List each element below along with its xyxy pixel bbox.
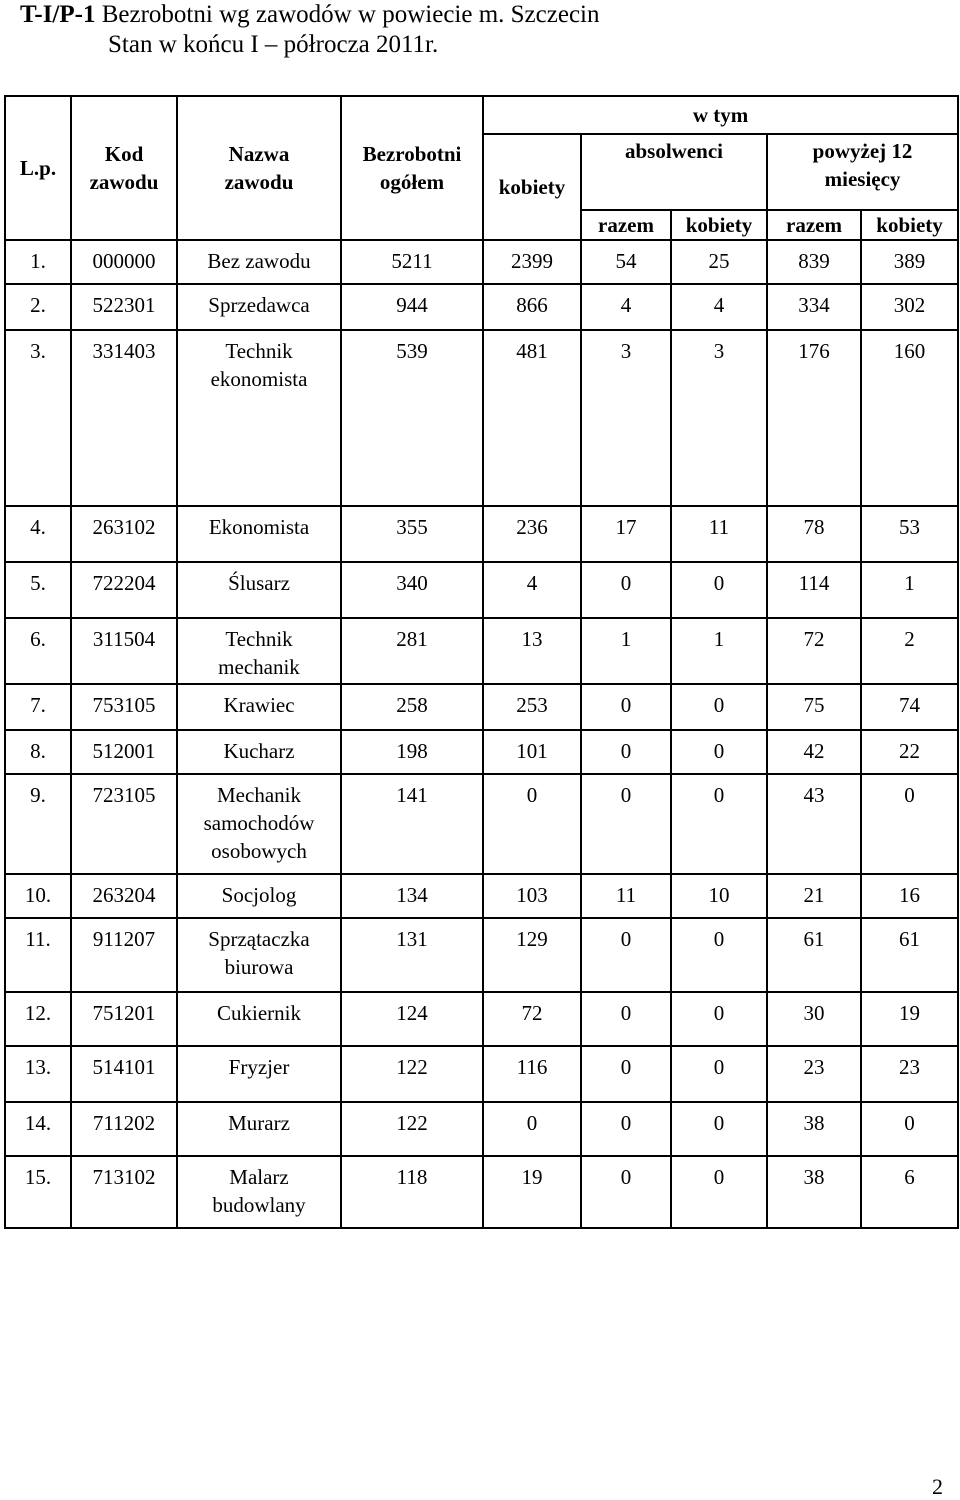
cell-lp: 7. xyxy=(5,684,71,730)
header-powyzej: powyżej 12 miesięcy xyxy=(767,134,958,210)
cell-lp: 9. xyxy=(5,774,71,874)
cell-lp: 5. xyxy=(5,562,71,618)
cell-kod: 514101 xyxy=(71,1046,177,1102)
cell-kod: 522301 xyxy=(71,284,177,330)
table-row xyxy=(5,1156,958,1228)
cell-kod: 713102 xyxy=(71,1156,177,1228)
cell-pow-razem: 30 xyxy=(767,992,861,1046)
cell-abs-kob: 0 xyxy=(671,918,767,992)
cell-ogolem: 944 xyxy=(341,284,483,330)
cell-kobiety: 4 xyxy=(483,562,581,618)
header-abs-razem: razem xyxy=(581,210,671,240)
cell-pow-razem: 21 xyxy=(767,874,861,918)
cell-abs-kob: 0 xyxy=(671,1102,767,1156)
cell-ogolem: 118 xyxy=(341,1156,483,1228)
cell-nazwa: Krawiec xyxy=(177,684,341,730)
cell-ogolem: 124 xyxy=(341,992,483,1046)
header-absolwenci: absolwenci xyxy=(581,134,767,210)
cell-kobiety: 103 xyxy=(483,874,581,918)
table-row xyxy=(5,684,958,730)
cell-kobiety: 0 xyxy=(483,774,581,874)
cell-kod: 512001 xyxy=(71,730,177,774)
cell-pow-kob: 2 xyxy=(861,618,958,684)
cell-nazwa: Cukiernik xyxy=(177,992,341,1046)
table-row xyxy=(5,1102,958,1156)
cell-abs-kob: 0 xyxy=(671,1046,767,1102)
cell-pow-kob: 22 xyxy=(861,730,958,774)
header-lp: L.p. xyxy=(5,96,71,240)
cell-pow-razem: 23 xyxy=(767,1046,861,1102)
cell-kod: 753105 xyxy=(71,684,177,730)
title-subtitle: Stan w końcu I – półrocza 2011r. xyxy=(108,31,439,58)
header-abs-kobiety: kobiety xyxy=(671,210,767,240)
cell-pow-razem: 43 xyxy=(767,774,861,874)
cell-nazwa: Sprzedawca xyxy=(177,284,341,330)
table-row xyxy=(5,918,958,992)
cell-kod: 911207 xyxy=(71,918,177,992)
cell-abs-kob: 0 xyxy=(671,774,767,874)
cell-pow-kob: 23 xyxy=(861,1046,958,1102)
table-code: T-I/P-1 xyxy=(20,1,96,28)
cell-ogolem: 131 xyxy=(341,918,483,992)
cell-lp: 1. xyxy=(5,240,71,284)
cell-nazwa: Sprzątaczka biurowa xyxy=(177,918,341,992)
cell-abs-kob: 0 xyxy=(671,1156,767,1228)
document-title xyxy=(20,0,600,60)
cell-abs-razem: 3 xyxy=(581,330,671,506)
cell-abs-kob: 0 xyxy=(671,992,767,1046)
cell-kobiety: 19 xyxy=(483,1156,581,1228)
cell-pow-kob: 16 xyxy=(861,874,958,918)
cell-abs-razem: 17 xyxy=(581,506,671,562)
cell-pow-razem: 78 xyxy=(767,506,861,562)
cell-pow-kob: 389 xyxy=(861,240,958,284)
cell-abs-razem: 54 xyxy=(581,240,671,284)
cell-abs-kob: 0 xyxy=(671,730,767,774)
cell-nazwa: Murarz xyxy=(177,1102,341,1156)
cell-nazwa: Bez zawodu xyxy=(177,240,341,284)
cell-kobiety: 2399 xyxy=(483,240,581,284)
cell-ogolem: 141 xyxy=(341,774,483,874)
cell-kobiety: 236 xyxy=(483,506,581,562)
cell-kobiety: 0 xyxy=(483,1102,581,1156)
cell-ogolem: 122 xyxy=(341,1046,483,1102)
unemployment-table xyxy=(4,95,959,1229)
cell-ogolem: 134 xyxy=(341,874,483,918)
header-ogolem: Bezrobotni ogółem xyxy=(341,96,483,240)
cell-nazwa: Kucharz xyxy=(177,730,341,774)
table-row xyxy=(5,874,958,918)
cell-pow-razem: 176 xyxy=(767,330,861,506)
table-row xyxy=(5,506,958,562)
cell-lp: 4. xyxy=(5,506,71,562)
cell-lp: 11. xyxy=(5,918,71,992)
cell-abs-kob: 4 xyxy=(671,284,767,330)
cell-abs-kob: 10 xyxy=(671,874,767,918)
cell-pow-kob: 160 xyxy=(861,330,958,506)
cell-lp: 3. xyxy=(5,330,71,506)
cell-pow-razem: 72 xyxy=(767,618,861,684)
cell-pow-razem: 334 xyxy=(767,284,861,330)
cell-pow-kob: 1 xyxy=(861,562,958,618)
table-row xyxy=(5,1046,958,1102)
cell-pow-kob: 19 xyxy=(861,992,958,1046)
cell-ogolem: 5211 xyxy=(341,240,483,284)
cell-kobiety: 72 xyxy=(483,992,581,1046)
cell-pow-razem: 114 xyxy=(767,562,861,618)
cell-nazwa: Socjolog xyxy=(177,874,341,918)
table-row xyxy=(5,330,958,506)
cell-abs-razem: 0 xyxy=(581,992,671,1046)
cell-lp: 12. xyxy=(5,992,71,1046)
cell-kobiety: 116 xyxy=(483,1046,581,1102)
cell-pow-kob: 0 xyxy=(861,774,958,874)
cell-abs-razem: 11 xyxy=(581,874,671,918)
cell-nazwa: Mechanik samochodów osobowych xyxy=(177,774,341,874)
cell-kod: 263102 xyxy=(71,506,177,562)
cell-kobiety: 129 xyxy=(483,918,581,992)
cell-nazwa: Technik ekonomista xyxy=(177,330,341,506)
table-row xyxy=(5,774,958,874)
cell-abs-kob: 0 xyxy=(671,684,767,730)
cell-abs-kob: 1 xyxy=(671,618,767,684)
header-kod: Kod zawodu xyxy=(71,96,177,240)
page-number: 2 xyxy=(932,1474,943,1499)
cell-nazwa: Ślusarz xyxy=(177,562,341,618)
table-row xyxy=(5,240,958,284)
cell-lp: 13. xyxy=(5,1046,71,1102)
cell-ogolem: 281 xyxy=(341,618,483,684)
cell-abs-kob: 11 xyxy=(671,506,767,562)
cell-kobiety: 13 xyxy=(483,618,581,684)
cell-abs-kob: 3 xyxy=(671,330,767,506)
cell-pow-kob: 61 xyxy=(861,918,958,992)
cell-kod: 723105 xyxy=(71,774,177,874)
table-row xyxy=(5,992,958,1046)
table-body xyxy=(5,240,958,1228)
cell-pow-razem: 38 xyxy=(767,1156,861,1228)
cell-nazwa: Fryzjer xyxy=(177,1046,341,1102)
cell-kobiety: 481 xyxy=(483,330,581,506)
cell-pow-razem: 38 xyxy=(767,1102,861,1156)
cell-ogolem: 258 xyxy=(341,684,483,730)
table-row xyxy=(5,284,958,330)
cell-pow-kob: 6 xyxy=(861,1156,958,1228)
cell-kod: 263204 xyxy=(71,874,177,918)
table-row xyxy=(5,730,958,774)
cell-lp: 8. xyxy=(5,730,71,774)
cell-kobiety: 101 xyxy=(483,730,581,774)
cell-pow-kob: 302 xyxy=(861,284,958,330)
table-row xyxy=(5,618,958,684)
cell-kod: 331403 xyxy=(71,330,177,506)
cell-abs-kob: 0 xyxy=(671,562,767,618)
cell-pow-razem: 839 xyxy=(767,240,861,284)
cell-lp: 15. xyxy=(5,1156,71,1228)
cell-abs-razem: 0 xyxy=(581,918,671,992)
header-w-tym: w tym xyxy=(483,96,958,134)
cell-pow-kob: 53 xyxy=(861,506,958,562)
cell-kod: 311504 xyxy=(71,618,177,684)
cell-kod: 711202 xyxy=(71,1102,177,1156)
cell-nazwa: Malarz budowlany xyxy=(177,1156,341,1228)
cell-lp: 6. xyxy=(5,618,71,684)
cell-abs-razem: 0 xyxy=(581,684,671,730)
cell-abs-razem: 1 xyxy=(581,618,671,684)
cell-kod: 722204 xyxy=(71,562,177,618)
cell-abs-razem: 0 xyxy=(581,1156,671,1228)
title-text: Bezrobotni wg zawodów w powiecie m. Szczecin xyxy=(101,1,600,28)
header-pow-kobiety: kobiety xyxy=(861,210,958,240)
cell-abs-razem: 0 xyxy=(581,562,671,618)
cell-ogolem: 340 xyxy=(341,562,483,618)
cell-ogolem: 122 xyxy=(341,1102,483,1156)
cell-ogolem: 539 xyxy=(341,330,483,506)
cell-abs-razem: 0 xyxy=(581,730,671,774)
table-row xyxy=(5,562,958,618)
cell-abs-kob: 25 xyxy=(671,240,767,284)
cell-lp: 2. xyxy=(5,284,71,330)
cell-abs-razem: 0 xyxy=(581,1102,671,1156)
cell-abs-razem: 0 xyxy=(581,774,671,874)
cell-pow-razem: 42 xyxy=(767,730,861,774)
cell-kobiety: 866 xyxy=(483,284,581,330)
cell-pow-kob: 0 xyxy=(861,1102,958,1156)
cell-kod: 000000 xyxy=(71,240,177,284)
cell-nazwa: Ekonomista xyxy=(177,506,341,562)
cell-pow-razem: 75 xyxy=(767,684,861,730)
cell-ogolem: 355 xyxy=(341,506,483,562)
cell-lp: 10. xyxy=(5,874,71,918)
cell-abs-razem: 4 xyxy=(581,284,671,330)
cell-pow-razem: 61 xyxy=(767,918,861,992)
cell-lp: 14. xyxy=(5,1102,71,1156)
header-nazwa: Nazwa zawodu xyxy=(177,96,341,240)
header-kobiety: kobiety xyxy=(483,134,581,240)
cell-kobiety: 253 xyxy=(483,684,581,730)
cell-ogolem: 198 xyxy=(341,730,483,774)
header-pow-razem: razem xyxy=(767,210,861,240)
cell-nazwa: Technik mechanik xyxy=(177,618,341,684)
cell-pow-kob: 74 xyxy=(861,684,958,730)
cell-kod: 751201 xyxy=(71,992,177,1046)
cell-abs-razem: 0 xyxy=(581,1046,671,1102)
